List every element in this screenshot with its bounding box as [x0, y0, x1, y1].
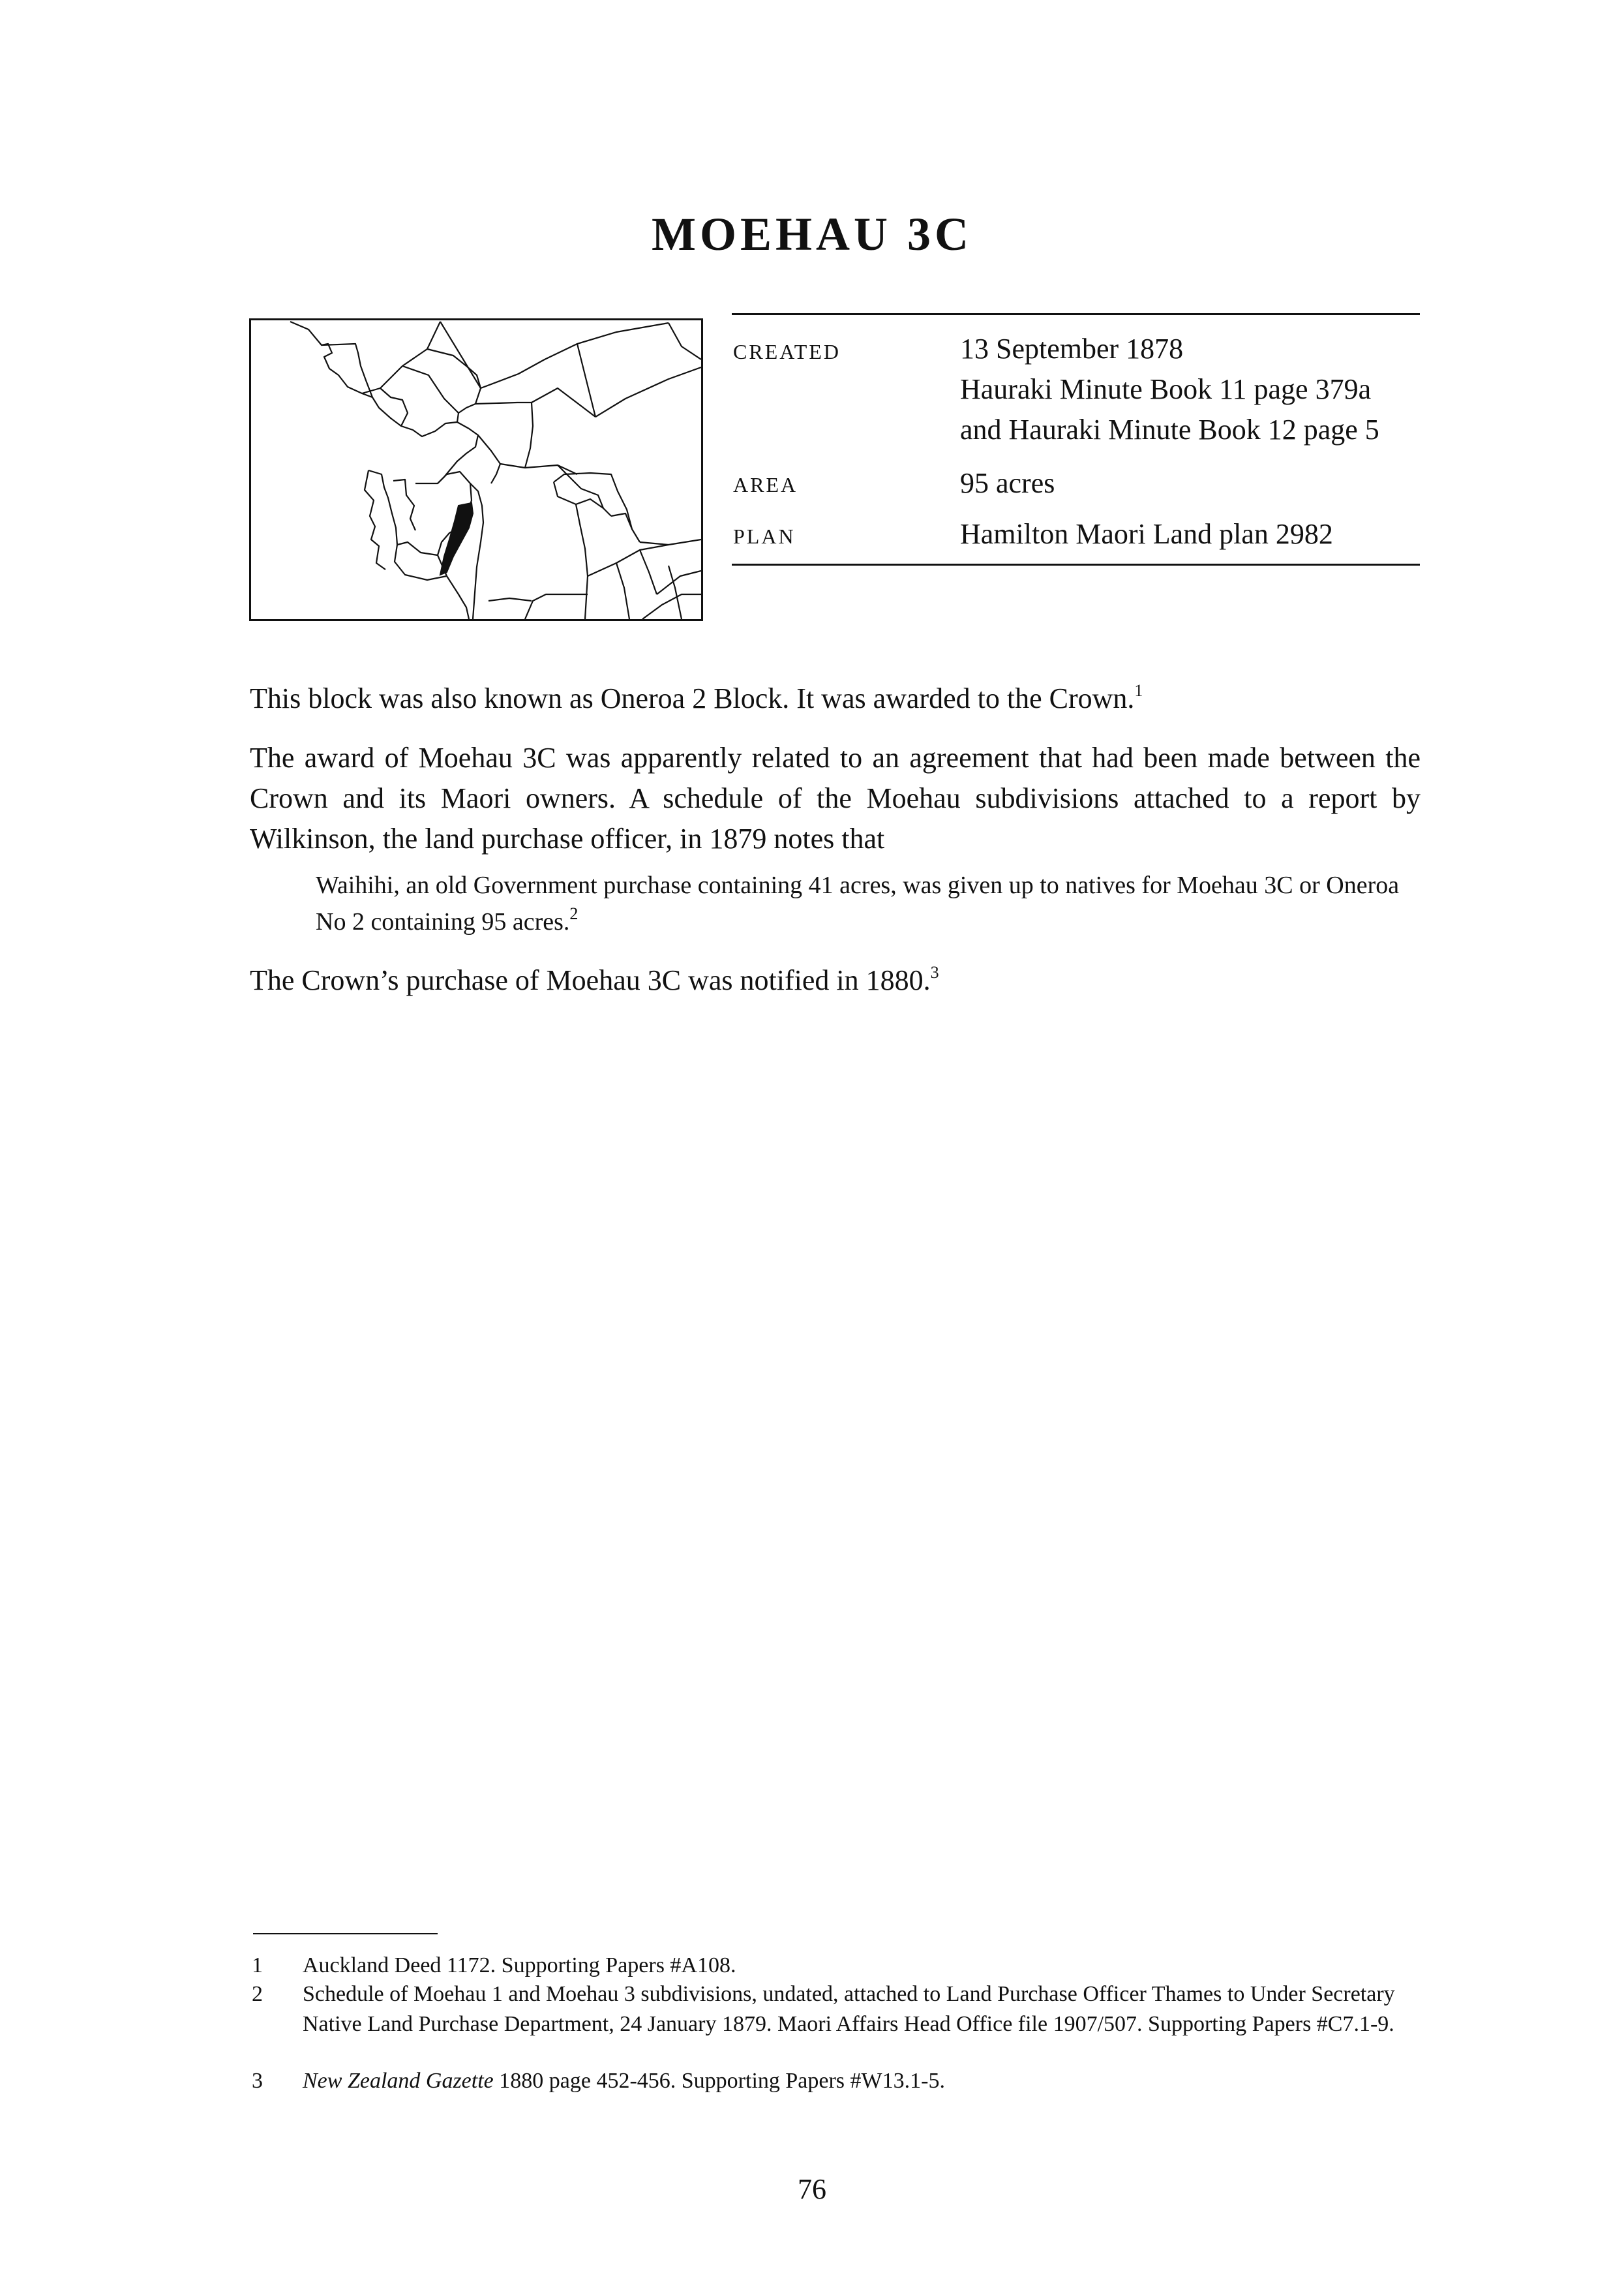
body-paragraph-1: This block was also known as Oneroa 2 Block. It was awarded to the Crown.$^1$ [250, 681, 1143, 714]
body-paragraph-3: The Crown’s purchase of Moehau 3C was notified in 1880.$^3$ [250, 963, 939, 996]
page-title: MOEHAU 3C [652, 208, 972, 260]
footnote-number: 3 [252, 2069, 263, 2093]
footnote-ref-2: 2 [569, 904, 579, 924]
area-label: AREA [733, 473, 798, 496]
footnote-number: 1 [252, 1953, 263, 1977]
created-line-1: 13 September 1878 [960, 333, 1184, 365]
body-paragraph-2: The award of Moehau 3C was apparently related to an agreement that had been made between the Crown and its Maori owners. A schedule of the Moehau subdivisions attached to a report by Wilkinson, the land purchase officer, in 1879 notes that [250, 742, 1421, 855]
footnote-number: 2 [252, 1982, 263, 2006]
footnote-ref-1: 1 [1134, 681, 1143, 701]
created-line-2: Hauraki Minute Book 11 page 379a [960, 373, 1372, 405]
footnote-ref-3: 3 [930, 963, 939, 983]
details-bottom-rule [732, 564, 1420, 566]
details-top-rule [732, 313, 1420, 315]
plan-label: PLAN [733, 525, 796, 548]
area-value: 95 acres [960, 467, 1055, 499]
footnote-text: New Zealand Gazette 1880 page 452-456. Supporting Papers #W13.1-5. [303, 2069, 945, 2093]
block-quote: Waihihi, an old Government purchase containing 41 acres, was given up to natives for Moehau 3C or Oneroa No 2 containing 95 acres.$^2$ [316, 872, 1400, 936]
created-label: CREATED [733, 340, 841, 363]
block-boundaries-map [251, 320, 701, 619]
footnote-separator [253, 1933, 438, 1934]
page-number: 76 [798, 2173, 826, 2205]
location-map [249, 318, 703, 621]
gazette-title: New Zealand Gazette [303, 2069, 494, 2093]
footnote-text: Schedule of Moehau 1 and Moehau 3 subdivisions, undated, attached to Land Purchase Officer Thames to Under Secretary Native Land Purchase Department, 24 January 1879. Maori Affairs Head Office file 1907/507. Supporting Papers #C7.1-9. [303, 1982, 1395, 2036]
created-line-3: and Hauraki Minute Book 12 page 5 [960, 414, 1379, 446]
footnote-text: Auckland Deed 1172. Supporting Papers #A108. [303, 1953, 736, 1977]
plan-value: Hamilton Maori Land plan 2982 [960, 518, 1333, 550]
